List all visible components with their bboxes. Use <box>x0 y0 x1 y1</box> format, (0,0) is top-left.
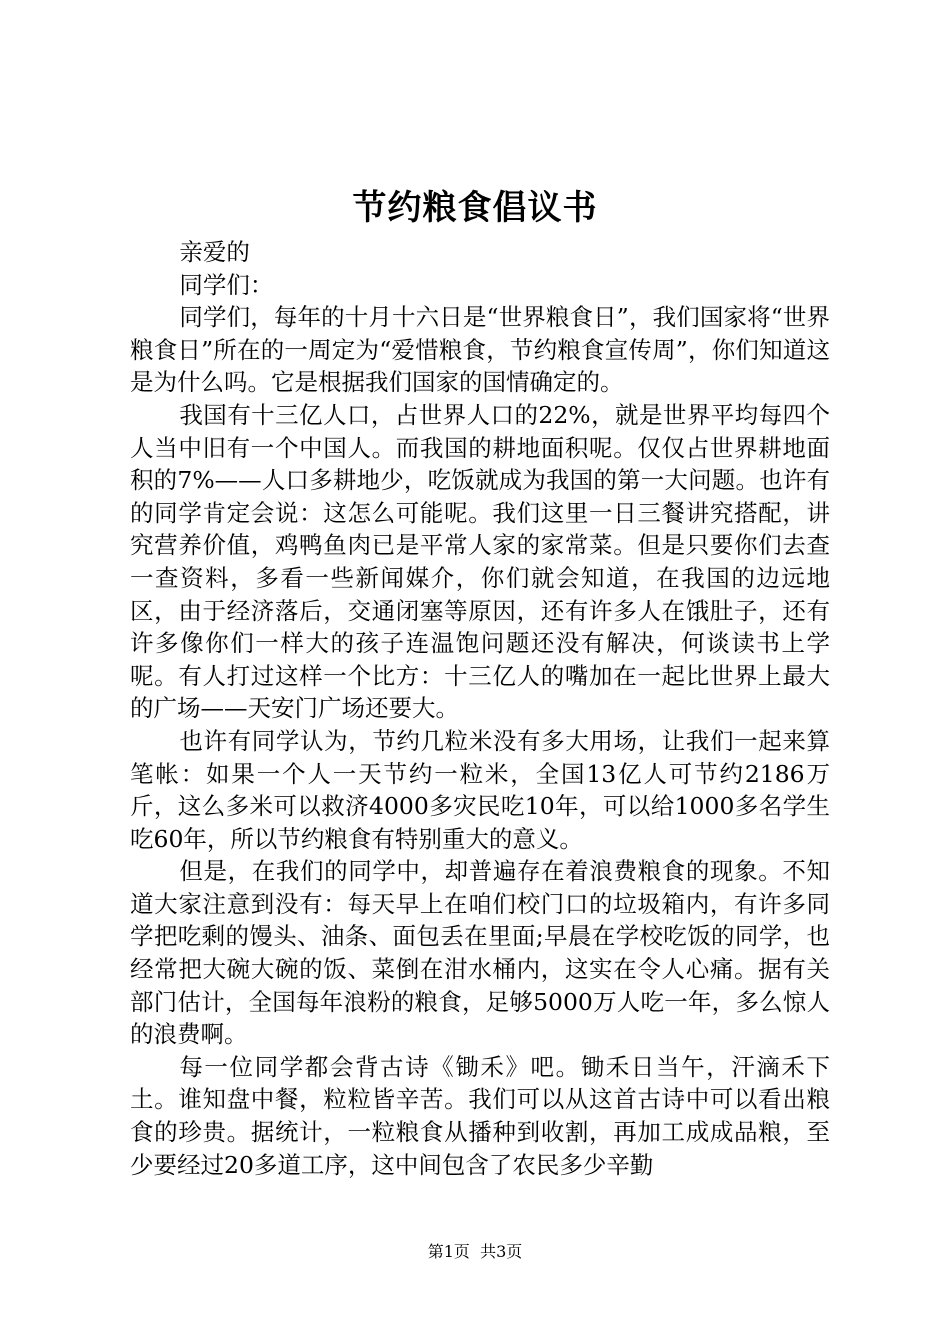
paragraph: 同学们，每年的十月十六日是“世界粮食日”，我们国家将“世界粮食日”所在的一周定为“爱惜粮食，节约粮食宣传周”，你们知道这是为什么吗。它是根据我们国家的国情确定的。 <box>130 303 830 397</box>
page-total: 共3页 <box>480 1242 523 1261</box>
page-footer <box>0 1240 950 1264</box>
paragraph: 也许有同学认为，节约几粒米没有多大用场，让我们一起来算笔帐：如果一个人一天节约一粒米，全国13亿人可节约2186万斤，这么多米可以救济4000多灾民吃10年，可以给1000多名学生吃60年，所以节约粮食有特别重大的意义。 <box>130 726 830 853</box>
salutation-line-1: 亲爱的 <box>179 238 250 266</box>
salutation-line-2: 同学们： <box>179 270 274 299</box>
document-title: 节约粮食倡议书 <box>352 188 598 228</box>
paragraph: 我国有十三亿人口，占世界人口的22%，就是世界平均每四个人当中旧有一个中国人。而我国的耕地面积呢。仅仅占世界耕地面积的7%——人口多耕地少，吃饭就成为我国的第一大问题。也许有的同学肯定会说：这怎么可能呢。我们这里一日三餐讲究搭配，讲究营养价值，鸡鸭鱼肉已是平常人家的家常菜。但是只要你们去查一查资料，多看一些新闻媒介，你们就会知道，在我国的边远地区，由于经济落后，交通闭塞等原因，还有许多人在饿肚子，还有许多像你们一样大的孩子连温饱问题还没有解决，何谈读书上学呢。有人打过这样一个比方：十三亿人的嘴加在一起比世界上最大的广场——天安门广场还要大。 <box>130 400 830 723</box>
page-number: 第1页 <box>427 1242 470 1261</box>
document-body <box>130 236 830 1181</box>
paragraph: 每一位同学都会背古诗《锄禾》吧。锄禾日当午，汗滴禾下土。谁知盘中餐，粒粒皆辛苦。我们可以从这首古诗中可以看出粮食的珍贵。据统计，一粒粮食从播种到收割，再加工成成品粮，至少要经过20多道工序，这中间包含了农民多少辛勤 <box>130 1052 830 1179</box>
paragraph: 但是，在我们的同学中，却普遍存在着浪费粮食的现象。不知道大家注意到没有：每天早上在咱们校门口的垃圾箱内，有许多同学把吃剩的馒头、油条、面包丢在里面;早晨在学校吃饭的同学，也经常把大碗大碗的饭、菜倒在泔水桶内，这实在令人心痛。据有关部门估计，全国每年浪粉的粮食，足够5000万人吃一年，多么惊人的浪费啊。 <box>130 857 830 1049</box>
